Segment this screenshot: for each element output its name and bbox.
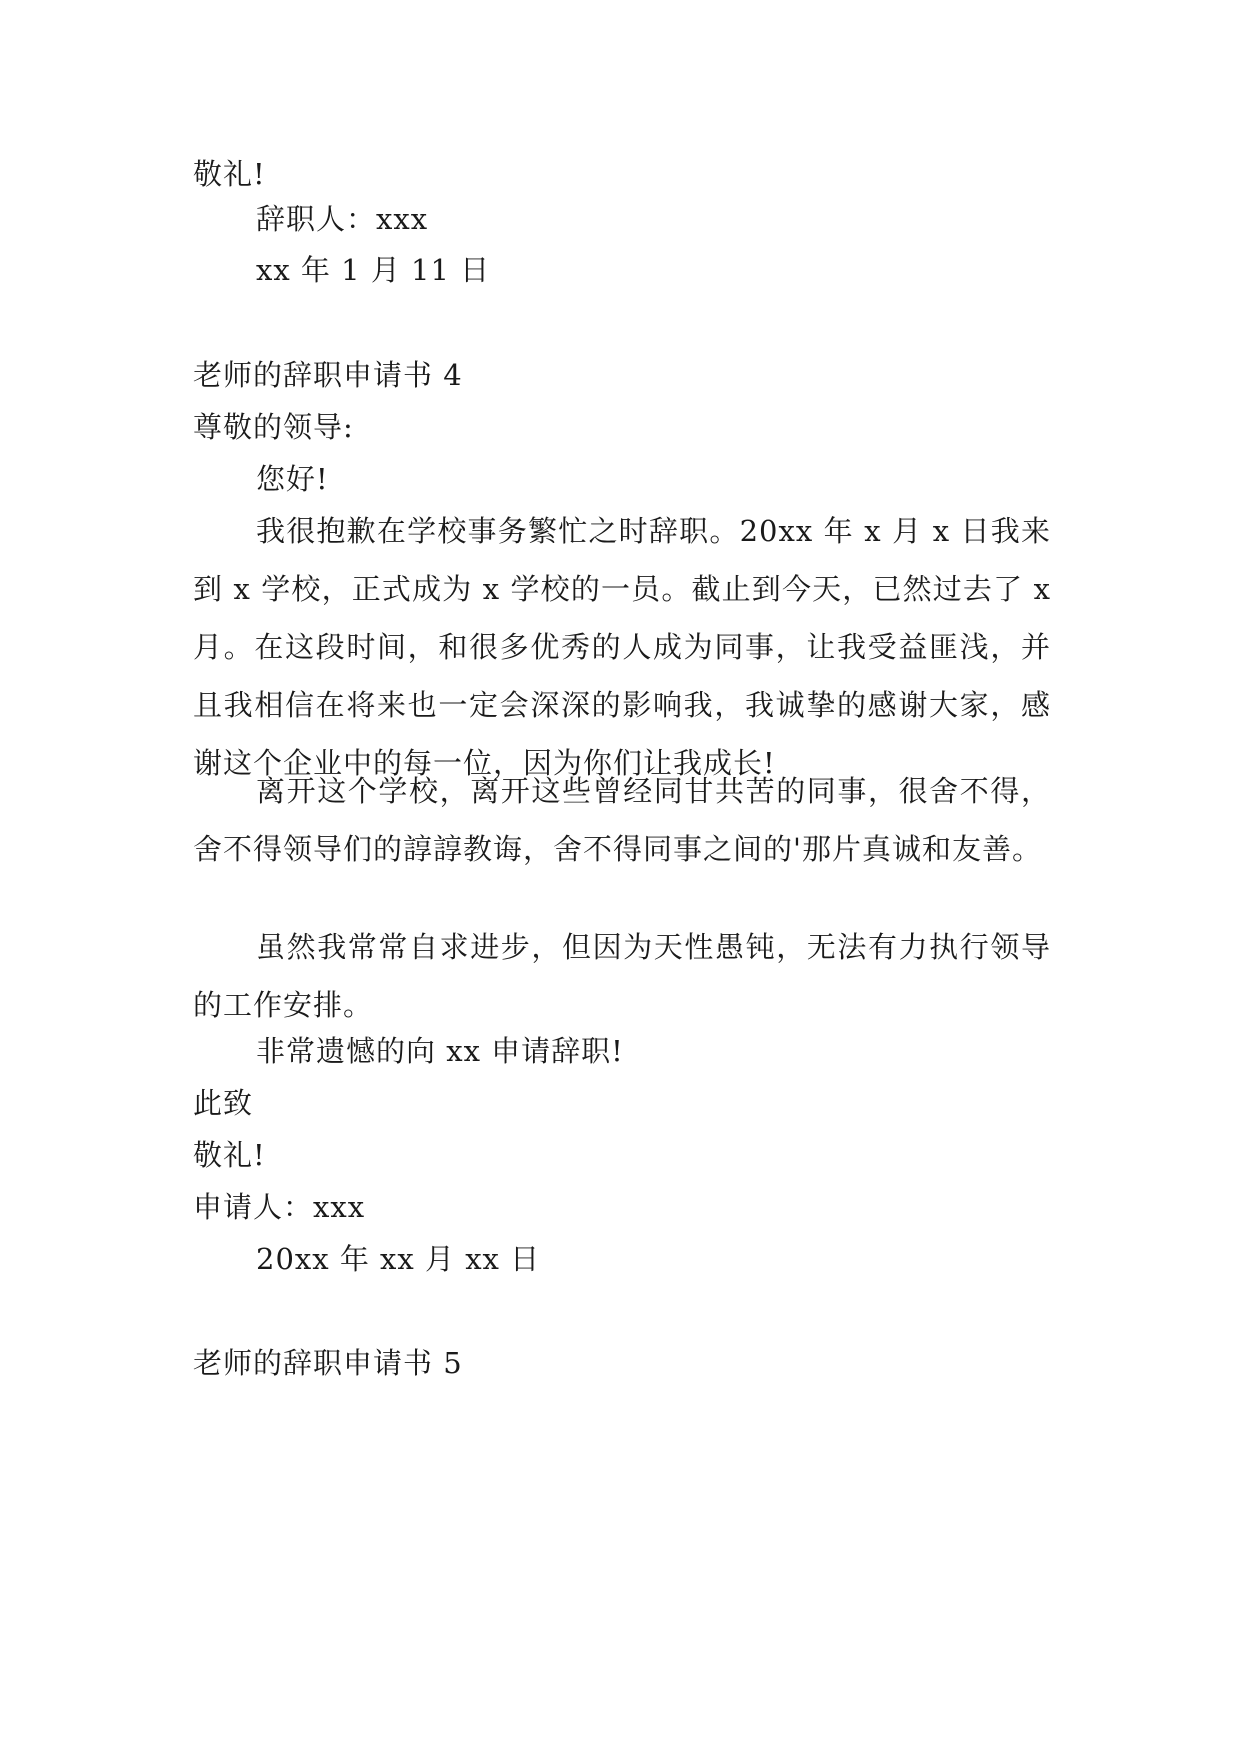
letter4-greeting: 您好!	[256, 462, 329, 496]
top-date: xx 年 1 月 11 日	[256, 253, 491, 287]
letter4-paragraph-2: 离开这个学校，离开这些曾经同甘共苦的同事，很舍不得，舍不得领导们的諄諄教诲，舍不得同事之间的'那片真诚和友善。	[193, 774, 1051, 866]
letter4-addressee: 尊敬的领导:	[193, 410, 354, 444]
letter4-date: 20xx 年 xx 月 xx 日	[256, 1242, 541, 1276]
top-salutation: 敬礼!	[193, 157, 266, 191]
letter4-paragraph-3: 虽然我常常自求进步，但因为天性愚钝，无法有力执行领导的工作安排。	[193, 930, 1051, 1022]
letter4-paragraph-1: 我很抱歉在学校事务繁忙之时辞职。20xx 年 x 月 x 日我来到 x 学校，正式成为 x 学校的一员。截止到今天，已然过去了 x 月。在这段时间，和很多优秀的人成为同事，让我受益匪浅，并且我相信在将来也一定会深深的影响我，我诚挚的感谢大家，感谢这个企业中的每一位，因为你们让我成长!	[193, 514, 1051, 780]
letter4-closing: 此致	[193, 1086, 254, 1120]
letter4-applicant: 申请人：xxx	[193, 1190, 366, 1224]
top-signer: 辞职人：xxx	[256, 202, 429, 236]
letter4-paragraph-4: 非常遗憾的向 xx 申请辞职!	[256, 1034, 624, 1068]
letter5-title: 老师的辞职申请书 5	[193, 1346, 463, 1380]
letter4-salutation: 敬礼!	[193, 1138, 266, 1172]
letter4-title: 老师的辞职申请书 4	[193, 358, 463, 392]
